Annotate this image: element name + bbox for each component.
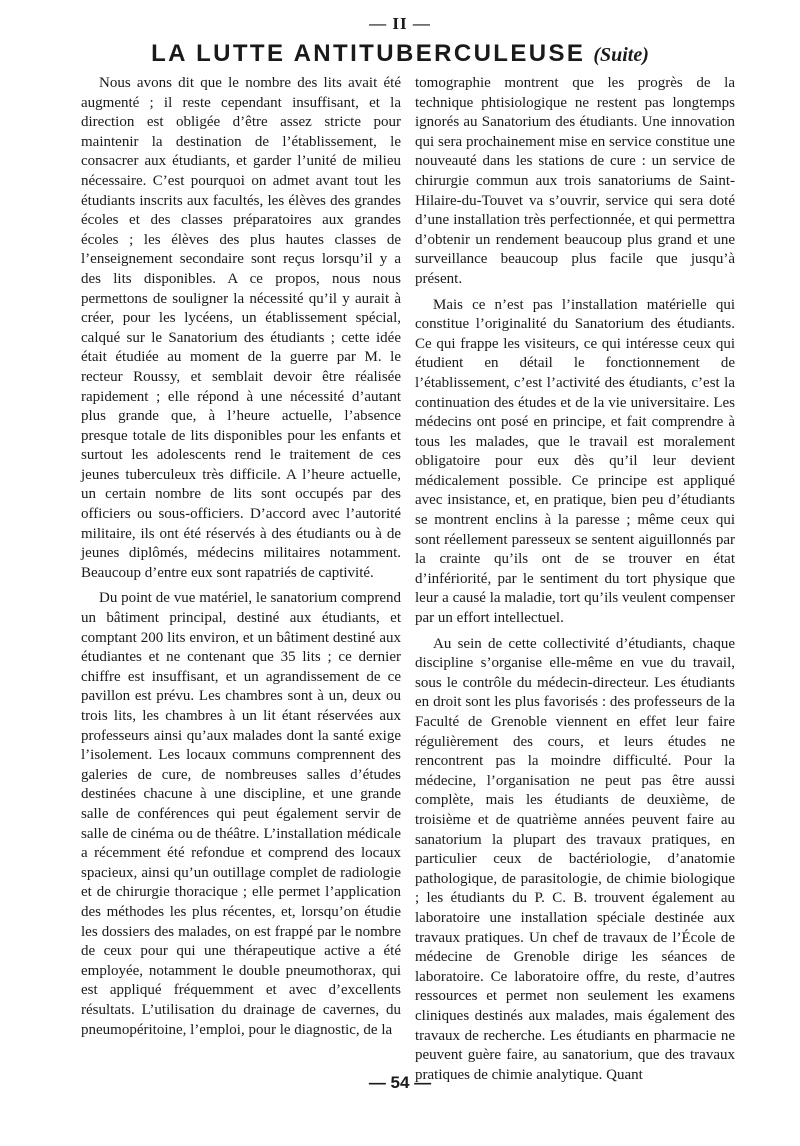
paragraph: Au sein de cette collectivité d’étudiants, chaque discipline s’organise elle-même en vue du travail, sous le contrôle du médecin-directeur. Les étudiants en droit sont les plus favorisés : des professeurs de la Faculté de Grenoble viennent en effet leur faire régulièrement des cours, et leurs études ne rencontrent pas la moindre difficulté. Pour la médecine, l’organisation ne peut pas être aussi complète, mais les étudiants de deuxième, de troisième et de quatrième années peuvent faire au sanatorium la plupart des travaux pratiques, en particulier ceux de bactériologie, d’anatomie pathologique, de parasitologie, de chimie biologique ; les étudiants du P. C. B. trouvent également au laboratoire une installation spéciale destinée aux travaux pratiques. Un chef de travaux de l’École de médecine de Grenoble dirige les séances de laboratoire. Ce laboratoire offre, du reste, d’autres ressources et permet non seulement les examens cliniques destinés aux malades, mais également des travaux de recherche. Les étudiants en pharmacie ne peuvent guère faire, au sanatorium, que des travaux pratiques de chimie analytique. Quant bbox=[415, 635, 735, 1083]
left-text-column bbox=[81, 74, 401, 1046]
paragraph: Du point de vue matériel, le sanatorium comprend un bâtiment principal, destiné aux étudiants, et comptant 200 lits environ, et un bâtiment destiné aux étudiantes et ne contenant que 35 lits ; ce dernier chiffre est insuffisant, et un agrandissement de ce pavillon est prévu. Les chambres sont à un, deux ou trois lits, les chambres à un lit étant réservées aux professeurs ainsi qu’aux malades dont la santé exige l’isolement. Les locaux communs comprennent des galeries de cure, de nombreuses salles d’études destinées chacune à une discipline, et une grande salle de conférences qui peut également servir de salle de cinéma ou de théâtre. L’installation médicale a récemment été refondue et comprend des locaux spacieux, ainsi qu’un outillage complet de radiologie et de chirurgie thoracique ; elle permet l’application des méthodes les plus récentes, et, lorsqu’on étudie les dossiers des malades, on est frappé par le nombre de ceux pour qui une thérapeutique active a été employée, notamment le double pneumothorax, qui est appliqué fréquemment et avec d’excellents résultats. L’utilisation du drainage de cavernes, du pneumopéritoine, l’emploi, pour le diagnostic, de la bbox=[81, 590, 401, 1038]
paragraph: Mais ce n’est pas l’installation matérielle qui constitue l’originalité du Sanatorium des étudiants. Ce qui frappe les visiteurs, ce qui intéresse ceux qui étudient en détail le fonctionnement de l’établissement, c’est l’activité des étudiants, c’est la continuation des études et de la vie universitaire. Les médecins ont posé en principe, et fait comprendre à tous les malades, que le travail est moralement obligatoire pour eux dès qu’il leur devient médicalement possible. Ce principe est appliqué avec insistance, et, en pratique, bien peu d’étudiants se montrent enclins à la paresse ; même ceux qui sont réellement paresseux se sentent aiguillonnés par la crainte qu’ils ont de se trouver en état d’infériorité, par le sentiment du tort physique que leur a causé la maladie, tort qu’ils veulent compenser par un effort intellectuel. bbox=[415, 296, 735, 627]
article-title-suffix: (Suite) bbox=[593, 44, 649, 66]
page-number: — 54 — bbox=[368, 1073, 432, 1092]
paragraph-continued: tomographie montrent que les progrès de la technique phtisiologique ne restent pas longtemps ignorés au Sanatorium des étudiants. Une innovation qui sera prochainement mise en service constitue une nouveauté dans les stations de cure : un service de chirurgie commun aux trois sanatoriums de Saint-Hilaire-du-Touvet va s’ouvrir, service qui sera doté d’une installation très perfectionnée, et qui permettra d’obtenir un rendement beaucoup plus grand et une surveillance beaucoup plus facile que jusqu’à présent. bbox=[415, 75, 735, 287]
article-heading bbox=[0, 40, 800, 68]
right-text-column bbox=[415, 74, 735, 1091]
paragraph: Nous avons dit que le nombre des lits avait été augmenté ; il reste cependant insuffisant, et la direction est obligée d’être assez stricte pour maintenir la destination de l’établissement, le consacrer aux étudiants, et garder l’unité de milieu nécessaire. C’est pourquoi on admet avant tout les étudiants inscrits aux facultés, les élèves des grandes écoles et des classes préparatoires aux grandes écoles ; les élèves des plus hautes classes de l’enseignement secondaire sont reçus lorsqu’il y a des lits disponibles. A ce propos, nous nous permettons de souligner la nécessité qu’il y aurait à créer, pour les lycéens, un établissement spécial, calqué sur le Sanatorium des étudiants ; cette idée était étudiée au moment de la guerre par M. le recteur Roussy, et semblait devoir être réalisée rapidement ; elle répond à une nécessité d’autant plus grande que, à l’heure actuelle, l’absence presque totale de lits disponibles pour les enfants et surtout les adolescents rend le traitement de ces jeunes tuberculeux très difficile. A l’heure actuelle, un certain nombre de lits sont occupés par des officiers ou sous-officiers. D’accord avec l’autorité militaire, ils ont été réservés à des étudiants ou à de jeunes diplômés, médecins militaires notamment. Beaucoup d’entre eux sont rapatriés de captivité. bbox=[81, 75, 401, 581]
section-page-label: — II — bbox=[369, 14, 431, 33]
article-title: LA LUTTE ANTITUBERCULEUSE bbox=[151, 40, 586, 67]
